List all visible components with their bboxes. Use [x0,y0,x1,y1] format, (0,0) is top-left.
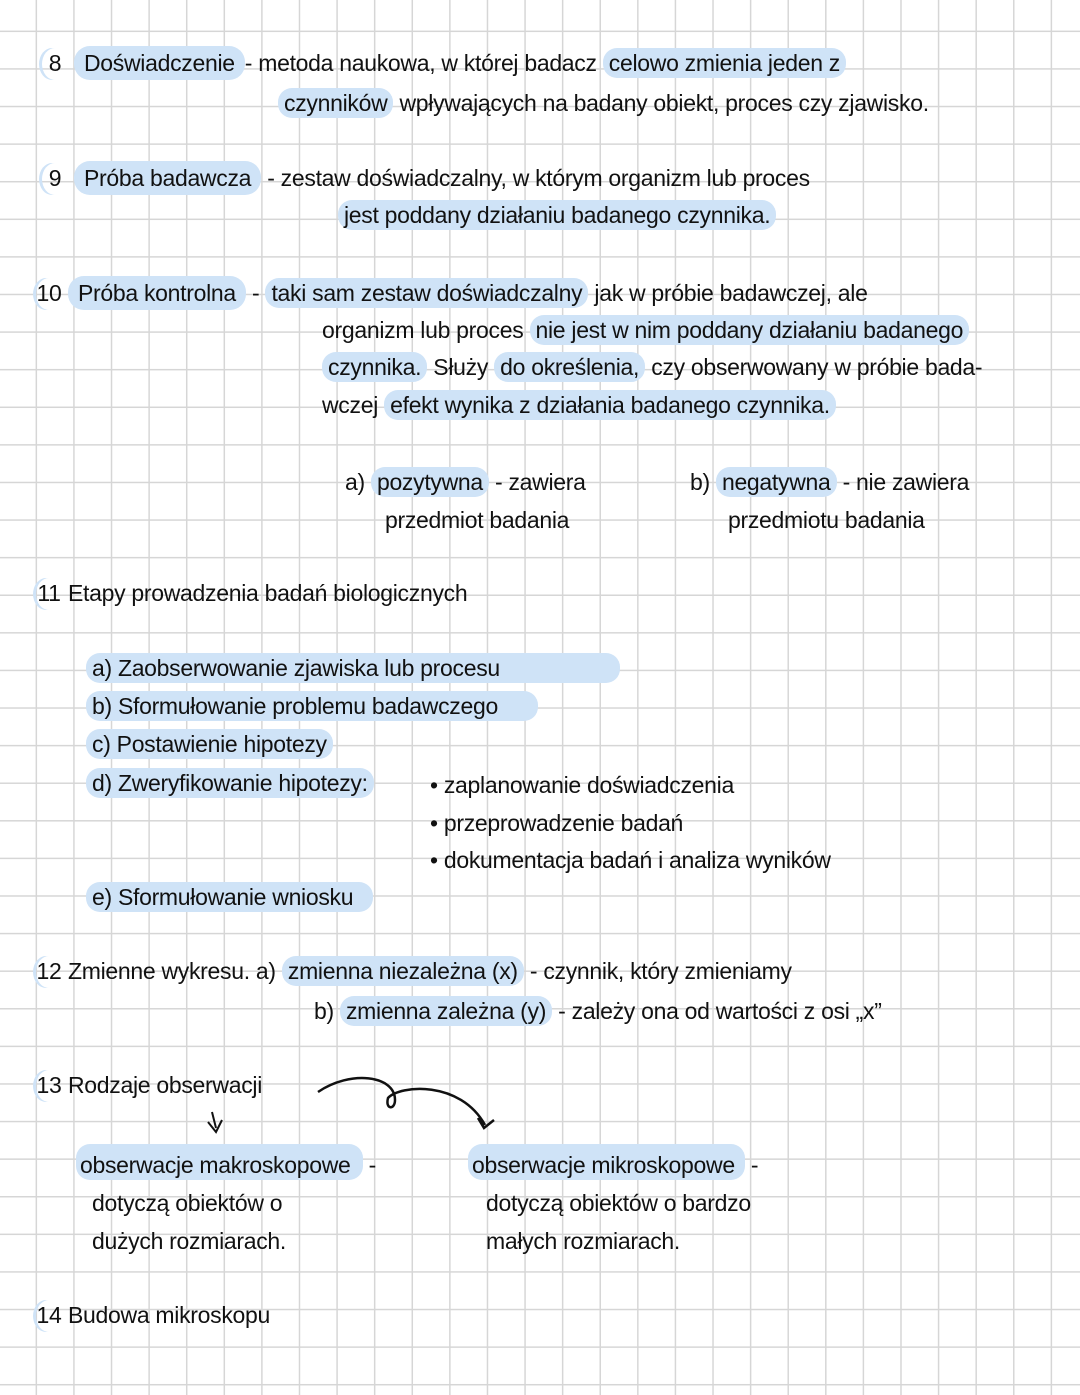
highlight: negatywna [716,467,837,497]
label: b) [314,998,340,1024]
arrow-down-icon [208,1112,222,1132]
section-title: Etapy prowadzenia badań biologicznych [68,580,468,606]
section-title: Rodzaje obserwacji [68,1072,263,1098]
macro-line2: dotyczą obiektów o [92,1190,283,1216]
definition: organizm lub proces [322,317,530,343]
macro-line3: dużych rozmiarach. [92,1228,287,1254]
definition: - metoda naukowa, w której badacz [244,50,603,76]
bullet-item: • dokumentacja badań i analiza wyników [430,847,831,873]
highlight: e) Sformułowanie wniosku [86,882,373,912]
negative-control-line2: przedmiotu badania [728,507,925,533]
section-14 [36,1300,270,1332]
micro-line3: małych rozmiarach. [486,1228,680,1254]
term: Doświadczenie [74,46,245,80]
bullet-text: przeprowadzenie badań [443,810,684,836]
bullet-text: dokumentacja badań i analiza wyników [443,847,831,873]
highlight: zmienna niezależna (x) [282,956,524,986]
section-title: Budowa mikroskopu [68,1302,271,1328]
highlight: czynnika. [322,352,427,382]
definition: jak w próbie badawczej, ale [588,280,868,306]
definition: czy obserwowany w próbie bada- [645,354,983,380]
definition: - czynnik, który zmieniamy [523,958,792,984]
label: a) [255,958,282,984]
definition: - zawiera [488,469,586,495]
highlight: pozytywna [371,467,489,497]
bullet-item: • przeprowadzenie badań [430,810,684,836]
section-number: 10 [36,278,62,310]
label: b) [690,469,716,495]
bullet-text: zaplanowanie doświadczenia [443,772,734,798]
definition: wczej [322,392,385,418]
section-number: 9 [42,163,68,195]
section-number: 11 [36,578,62,610]
section-number: 8 [42,48,68,80]
definition: - zestaw doświadczalny, w którym organizm lub proces [267,165,810,191]
definition: Służy [427,354,495,380]
macro-observation: obserwacje makroskopowe - [76,1150,376,1180]
highlight: efekt wynika z działania badanego czynnika. [384,390,836,420]
bullet-item: • zaplanowanie doświadczenia [430,772,734,798]
section-number: 12 [36,956,62,988]
section-number: 14 [36,1300,62,1332]
micro-observation: obserwacje mikroskopowe - [468,1150,758,1180]
highlight: b) Sformułowanie problemu badawczego [86,691,538,721]
highlight: c) Postawienie hipotezy [86,729,333,759]
highlight: jest poddany działaniu badanego czynnika. [338,200,776,230]
definition: wpływających na badany obiekt, proces czy zjawisko. [393,90,929,116]
highlight: do określenia, [494,352,645,382]
highlight: celowo zmienia jeden z [603,48,846,78]
section-10: 10 Próba kontrolna - taki sam zestaw doświadczalny jak w próbie badawczej, ale [36,278,868,310]
definition: - zależy ona od wartości z osi „x” [552,998,882,1024]
highlight: d) Zweryfikowanie hipotezy: [86,768,374,798]
term: Próba kontrolna [68,276,246,310]
section-title: Zmienne wykresu. [68,958,250,984]
highlight: obserwacje makroskopowe [76,1144,363,1180]
term: Próba badawcza [74,161,261,195]
curved-arrow-icon [318,1078,494,1128]
label: a) [345,469,371,495]
highlight: czynników [278,88,393,118]
highlight: taki sam zestaw doświadczalny [265,278,588,308]
highlight: zmienna zależna (y) [340,996,552,1026]
highlight: a) Zaobserwowanie zjawiska lub procesu [86,653,620,683]
micro-line2: dotyczą obiektów o bardzo [486,1190,751,1216]
positive-control-line2: przedmiot badania [385,507,570,533]
highlight: obserwacje mikroskopowe [468,1144,745,1180]
definition: - nie zawiera [836,469,970,495]
section-number: 13 [36,1070,62,1102]
highlight: nie jest w nim poddany działaniu badanego [530,315,970,345]
